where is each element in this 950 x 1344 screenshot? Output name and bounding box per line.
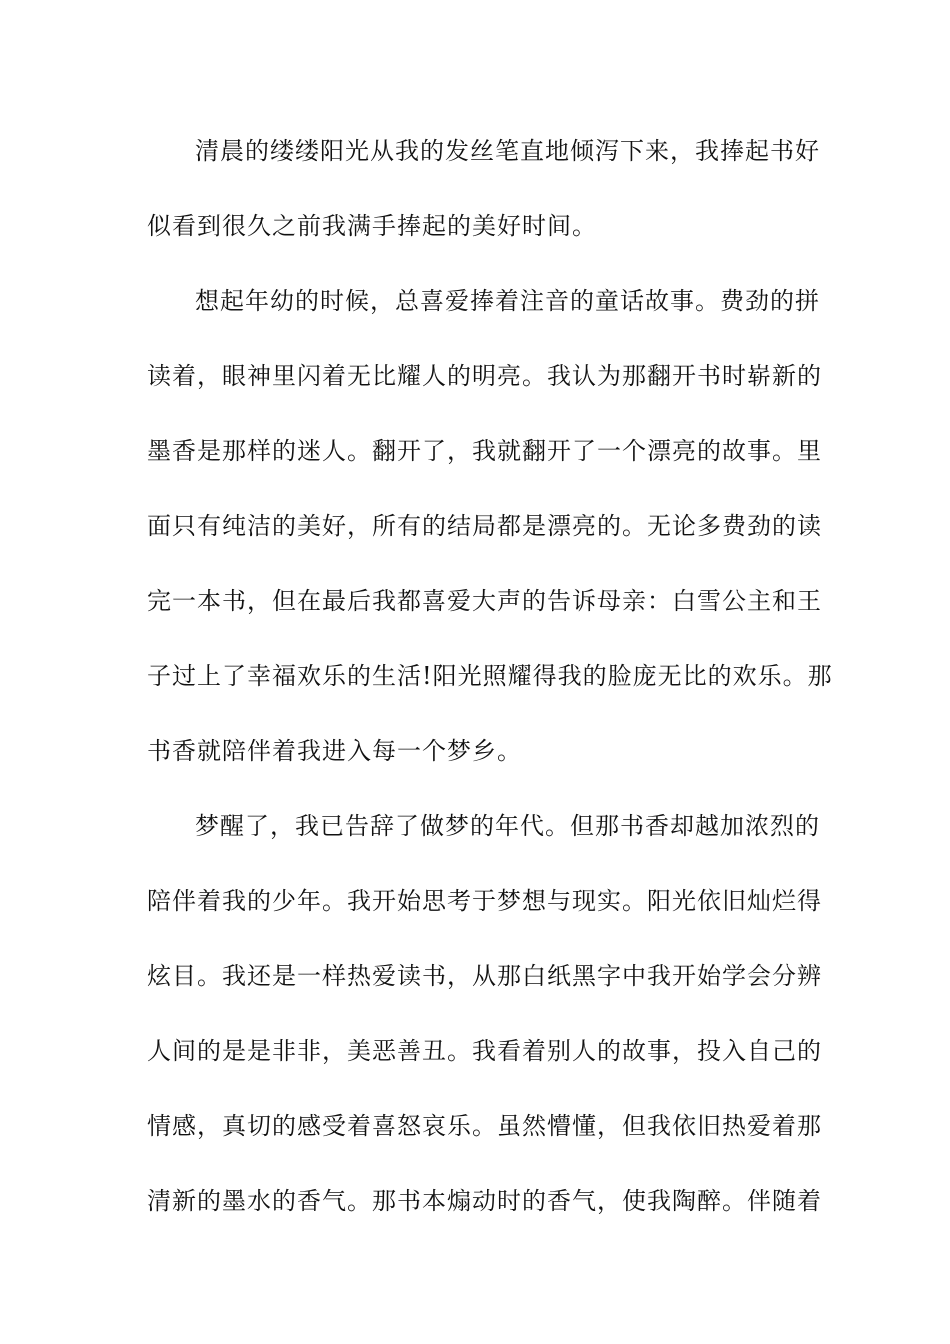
paragraph-2-line-1: 想起年幼的时候，总喜爱捧着注音的童话故事。费劲的拼 [195, 287, 820, 315]
paragraph-3-line-2: 陪伴着我的少年。我开始思考于梦想与现实。阳光依旧灿烂得 [147, 887, 822, 915]
paragraph-1-line-1: 清晨的缕缕阳光从我的发丝笔直地倾泻下来，我捧起书好 [195, 137, 820, 165]
paragraph-3-line-1: 梦醒了，我已告辞了做梦的年代。但那书香却越加浓烈的 [195, 812, 820, 840]
paragraph-3-line-6: 清新的墨水的香气。那书本煽动时的香气，使我陶醉。伴随着 [147, 1187, 822, 1215]
paragraph-3-line-4: 人间的是是非非，美恶善丑。我看着别人的故事，投入自己的 [147, 1037, 822, 1065]
paragraph-1-line-2: 似看到很久之前我满手捧起的美好时间。 [147, 212, 597, 240]
paragraph-2-line-7: 书香就陪伴着我进入每一个梦乡。 [147, 737, 522, 765]
paragraph-3-line-3: 炫目。我还是一样热爱读书，从那白纸黑字中我开始学会分辨 [147, 962, 822, 990]
paragraph-2-line-6: 子过上了幸福欢乐的生活!阳光照耀得我的脸庞无比的欢乐。那 [147, 662, 833, 690]
paragraph-3-line-5: 情感，真切的感受着喜怒哀乐。虽然懵懂，但我依旧热爱着那 [147, 1112, 822, 1140]
paragraph-2-line-2: 读着，眼神里闪着无比耀人的明亮。我认为那翻开书时崭新的 [147, 362, 822, 390]
paragraph-2-line-5: 完一本书，但在最后我都喜爱大声的告诉母亲：白雪公主和王 [147, 587, 822, 615]
paragraph-2-line-4: 面只有纯洁的美好，所有的结局都是漂亮的。无论多费劲的读 [147, 512, 822, 540]
paragraph-2-line-3: 墨香是那样的迷人。翻开了，我就翻开了一个漂亮的故事。里 [147, 437, 822, 465]
